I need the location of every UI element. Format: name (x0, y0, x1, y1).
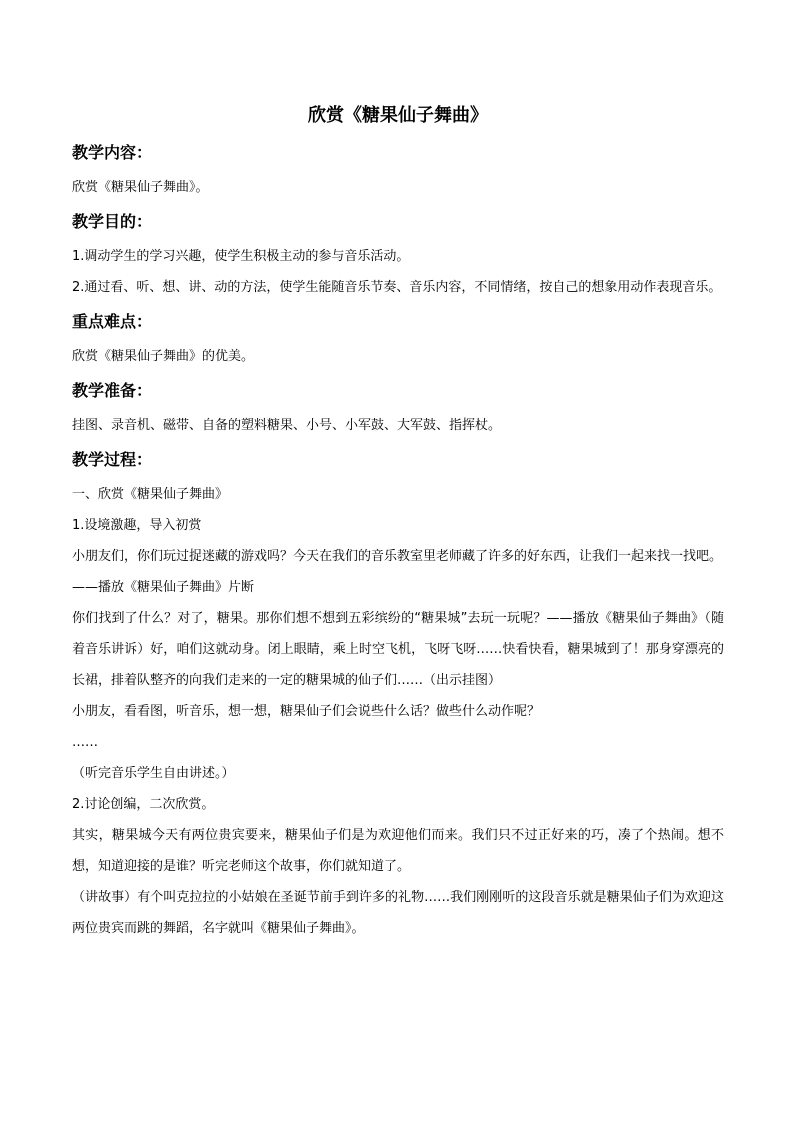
paragraph: …… (72, 735, 98, 750)
paragraph: （听完音乐学生自由讲述。） (72, 766, 235, 781)
paragraph: 你们找到了什么？对了，糖果。那你们想不想到五彩缤纷的“糖果城”去玩一玩呢？——播放《糖果仙子舞曲》（随着音乐讲诉）好，咱们这就动身。闭上眼睛，乘上时空飞机，飞呀飞呀……快看快看，糖果城到了！那身穿漂亮的长裙，排着队整齐的向我们走来的一定的糖果城的仙子们……（出示挂图） (72, 611, 724, 688)
paragraph: 2.通过看、听、想、讲、动的方法，使学生能随音乐节奏、音乐内容，不同情绪，按自己的想象用动作表现音乐。 (72, 280, 722, 295)
paragraph: 小朋友们，你们玩过捉迷藏的游戏吗？今天在我们的音乐教室里老师藏了许多的好东西，让我们一起来找一找吧。 (72, 549, 723, 564)
section-heading-process: 教学过程： (72, 450, 153, 469)
paragraph: 小朋友，看看图，听音乐，想一想，糖果仙子们会说些什么话？做些什么动作呢？ (72, 704, 541, 719)
paragraph: ——播放《糖果仙子舞曲》片断 (72, 580, 255, 595)
section-preparation (72, 380, 724, 441)
paragraph: （讲故事）有个叫克拉拉的小姑娘在圣诞节前手到许多的礼物……我们刚刚听的这段音乐就是糖果仙子们为欢迎这两位贵宾而跳的舞蹈，名字就叫《糖果仙子舞曲》。 (72, 890, 724, 936)
section-objectives (72, 211, 724, 303)
paragraph: 挂图、录音机、磁带、自备的塑料糖果、小号、小军鼓、大军鼓、指挥杖。 (72, 418, 502, 433)
section-heading-preparation: 教学准备： (72, 381, 153, 400)
section-heading-objectives: 教学目的： (72, 212, 153, 231)
section-heading-key-points: 重点难点： (72, 312, 153, 331)
paragraph: 1.设境激趣，导入初赏 (72, 518, 202, 533)
document-title: 欣赏《糖果仙子舞曲》 (308, 105, 488, 126)
paragraph: 欣赏《糖果仙子舞曲》。 (72, 180, 209, 195)
document-page (72, 96, 724, 944)
paragraph: 其实，糖果城今天有两位贵宾要来，糖果仙子们是为欢迎他们而来。我们只不过正好来的巧，凑了个热闹。想不想，知道迎接的是谁？听完老师这个故事，你们就知道了。 (72, 828, 724, 874)
paragraph: 一、欣赏《糖果仙子舞曲》 (72, 487, 229, 502)
paragraph: 2.讨论创编，二次欣赏。 (72, 797, 215, 812)
section-key-points (72, 311, 724, 372)
paragraph: 欣赏《糖果仙子舞曲》的优美。 (72, 349, 255, 364)
section-content (72, 142, 724, 203)
paragraph: 1.调动学生的学习兴趣，使学生积极主动的参与音乐活动。 (72, 249, 410, 264)
section-process (72, 449, 724, 944)
section-heading-content: 教学内容： (72, 143, 153, 162)
